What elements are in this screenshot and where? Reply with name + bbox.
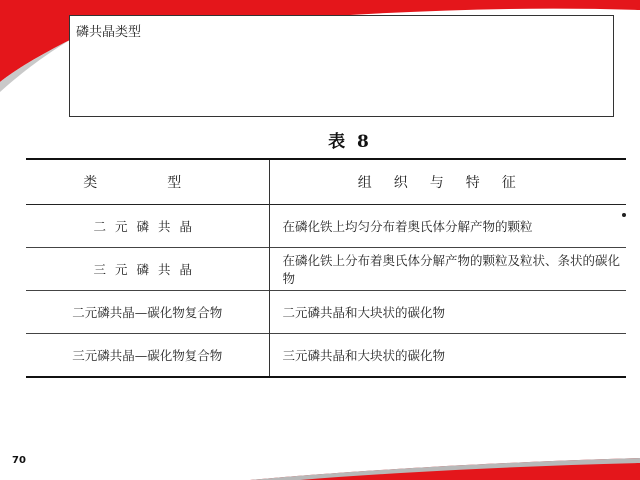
row-feature: 在磷化铁上分布着奥氏体分解产物的颗粒及粒状、条状的碳化物	[282, 253, 621, 286]
row-type: 二元磷共晶	[26, 205, 269, 248]
table-row	[26, 334, 626, 378]
table-caption: 表 8	[328, 132, 372, 152]
scan-dot-mark	[622, 213, 626, 217]
row-type: 二元磷共晶—碳化物复合物	[26, 291, 269, 334]
phosphide-eutectic-table	[26, 158, 626, 378]
row-feature: 三元磷共晶和大块状的碳化物	[282, 348, 446, 363]
title-box	[69, 15, 614, 117]
row-feature: 在磷化铁上均匀分布着奥氏体分解产物的颗粒	[282, 219, 533, 234]
row-feature: 二元磷共晶和大块状的碳化物	[282, 305, 446, 320]
header-type: 类型	[26, 159, 269, 205]
table-row	[26, 205, 626, 248]
table-row	[26, 248, 626, 291]
table-header-row	[26, 159, 626, 205]
header-feature: 组织与特征	[357, 175, 538, 191]
title-text: 磷共晶类型	[76, 25, 142, 40]
page-number: 70	[12, 455, 26, 466]
table-row	[26, 291, 626, 334]
row-type: 三元磷共晶—碳化物复合物	[26, 334, 269, 378]
row-type: 三元磷共晶	[26, 248, 269, 291]
